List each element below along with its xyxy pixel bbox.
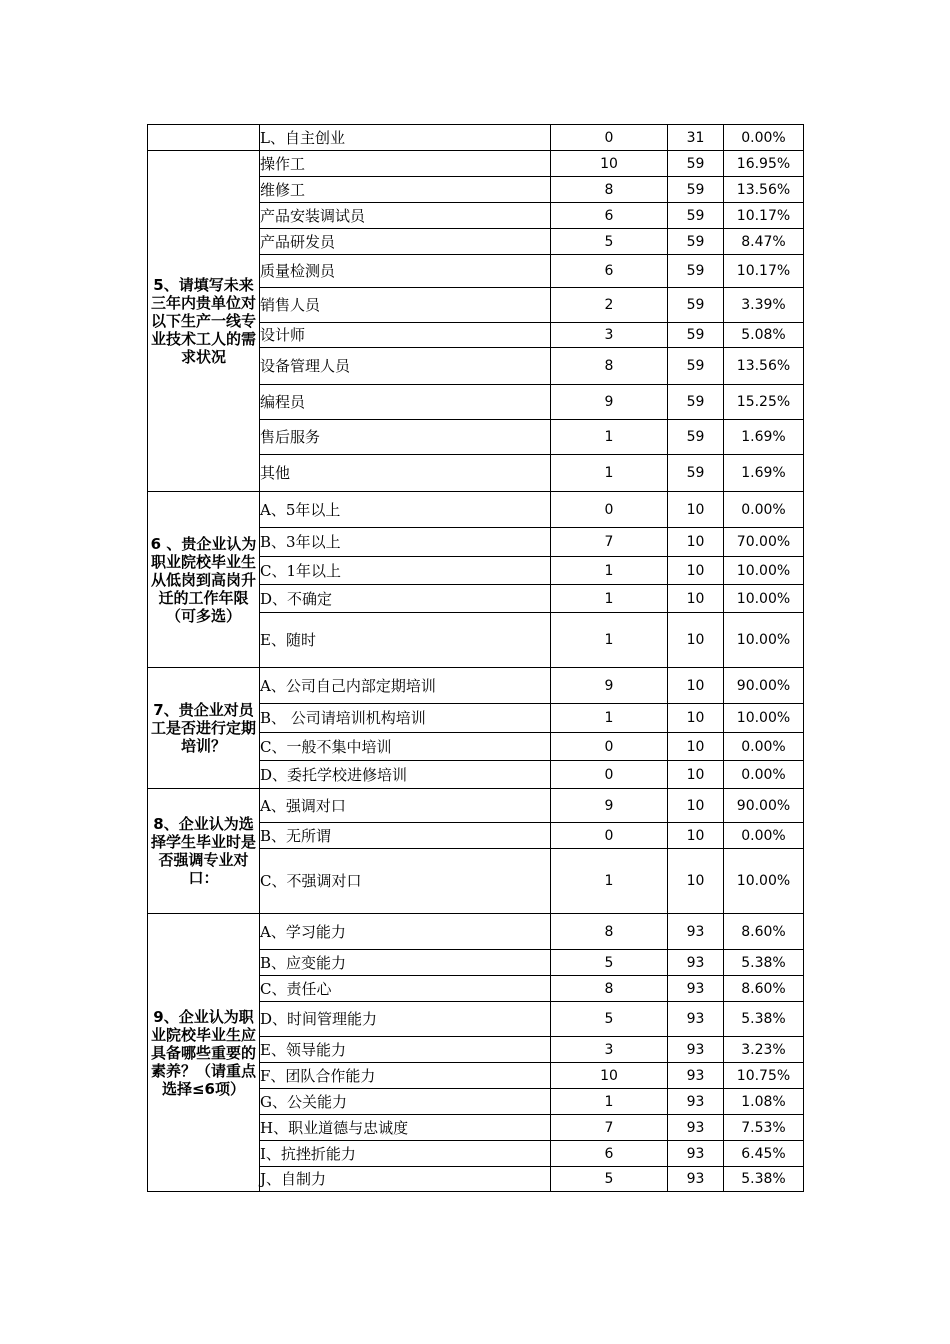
response-percentage: 10.00%	[724, 613, 804, 668]
option-label: 产品研发员	[260, 229, 551, 255]
response-count: 1	[551, 1089, 668, 1115]
response-count: 6	[551, 1141, 668, 1167]
question-cell: 6 、贵企业认为职业院校毕业生从低岗到高岗升迁的工作年限（可多选）	[148, 492, 260, 668]
response-total: 93	[668, 1002, 724, 1037]
response-percentage: 13.56%	[724, 177, 804, 203]
response-percentage: 1.08%	[724, 1089, 804, 1115]
response-total: 59	[668, 255, 724, 288]
response-total: 31	[668, 125, 724, 151]
response-percentage: 8.60%	[724, 976, 804, 1002]
response-count: 9	[551, 668, 668, 704]
table-row	[148, 668, 804, 704]
response-percentage: 10.75%	[724, 1063, 804, 1089]
response-percentage: 0.00%	[724, 733, 804, 761]
response-count: 8	[551, 914, 668, 950]
response-percentage: 6.45%	[724, 1141, 804, 1167]
option-label: E、随时	[260, 613, 551, 668]
response-total: 10	[668, 823, 724, 849]
response-percentage: 3.39%	[724, 288, 804, 323]
option-label: 质量检测员	[260, 255, 551, 288]
response-total: 59	[668, 151, 724, 177]
option-label: J、自制力	[260, 1167, 551, 1192]
response-percentage: 10.17%	[724, 255, 804, 288]
response-total: 10	[668, 528, 724, 557]
question-cell: 7、贵企业对员工是否进行定期培训？	[148, 668, 260, 789]
response-count: 0	[551, 761, 668, 789]
response-total: 93	[668, 950, 724, 976]
option-label: B、3年以上	[260, 528, 551, 557]
response-percentage: 7.53%	[724, 1115, 804, 1141]
response-total: 10	[668, 668, 724, 704]
response-total: 59	[668, 288, 724, 323]
response-total: 10	[668, 492, 724, 528]
option-label: A、公司自己内部定期培训	[260, 668, 551, 704]
option-label: C、责任心	[260, 976, 551, 1002]
response-count: 8	[551, 177, 668, 203]
response-count: 6	[551, 255, 668, 288]
response-count: 3	[551, 1037, 668, 1063]
option-label: B、 公司请培训机构培训	[260, 704, 551, 733]
response-percentage: 0.00%	[724, 492, 804, 528]
response-percentage: 1.69%	[724, 420, 804, 455]
option-label: 操作工	[260, 151, 551, 177]
question-cell: 8、企业认为选择学生毕业时是否强调专业对口：	[148, 789, 260, 914]
question-cell: 5、请填写未来三年内贵单位对以下生产一线专业技术工人的需求状况	[148, 151, 260, 492]
response-percentage: 10.17%	[724, 203, 804, 229]
response-total: 10	[668, 761, 724, 789]
response-count: 9	[551, 385, 668, 420]
response-count: 8	[551, 976, 668, 1002]
response-count: 1	[551, 613, 668, 668]
response-count: 0	[551, 733, 668, 761]
question-cell: 9、企业认为职业院校毕业生应具备哪些重要的素养？（请重点选择≤6项）	[148, 914, 260, 1192]
response-percentage: 1.69%	[724, 455, 804, 492]
response-count: 0	[551, 823, 668, 849]
response-total: 59	[668, 348, 724, 385]
response-count: 1	[551, 420, 668, 455]
response-total: 93	[668, 914, 724, 950]
option-label: 维修工	[260, 177, 551, 203]
response-total: 93	[668, 1037, 724, 1063]
survey-table-body	[148, 125, 804, 1192]
response-total: 93	[668, 1089, 724, 1115]
option-label: A、强调对口	[260, 789, 551, 823]
response-percentage: 70.00%	[724, 528, 804, 557]
response-total: 59	[668, 203, 724, 229]
option-label: D、委托学校进修培训	[260, 761, 551, 789]
option-label: E、领导能力	[260, 1037, 551, 1063]
response-percentage: 90.00%	[724, 789, 804, 823]
response-total: 93	[668, 1115, 724, 1141]
option-label: I、抗挫折能力	[260, 1141, 551, 1167]
table-row	[148, 492, 804, 528]
response-count: 5	[551, 1167, 668, 1192]
response-count: 3	[551, 323, 668, 348]
response-count: 5	[551, 950, 668, 976]
option-label: 销售人员	[260, 288, 551, 323]
response-percentage: 10.00%	[724, 704, 804, 733]
option-label: F、团队合作能力	[260, 1063, 551, 1089]
response-total: 59	[668, 420, 724, 455]
response-total: 10	[668, 613, 724, 668]
response-count: 10	[551, 151, 668, 177]
response-total: 59	[668, 177, 724, 203]
response-total: 59	[668, 455, 724, 492]
response-total: 10	[668, 704, 724, 733]
response-total: 93	[668, 1167, 724, 1192]
response-total: 59	[668, 323, 724, 348]
response-count: 9	[551, 789, 668, 823]
response-count: 1	[551, 849, 668, 914]
option-label: C、不强调对口	[260, 849, 551, 914]
response-percentage: 90.00%	[724, 668, 804, 704]
response-percentage: 8.47%	[724, 229, 804, 255]
response-percentage: 10.00%	[724, 557, 804, 585]
option-label: B、无所谓	[260, 823, 551, 849]
option-label: A、学习能力	[260, 914, 551, 950]
response-total: 10	[668, 789, 724, 823]
response-percentage: 10.00%	[724, 585, 804, 613]
option-label: D、时间管理能力	[260, 1002, 551, 1037]
response-percentage: 8.60%	[724, 914, 804, 950]
response-percentage: 5.38%	[724, 1002, 804, 1037]
response-total: 59	[668, 229, 724, 255]
response-count: 6	[551, 203, 668, 229]
response-percentage: 3.23%	[724, 1037, 804, 1063]
response-count: 7	[551, 1115, 668, 1141]
response-percentage: 15.25%	[724, 385, 804, 420]
option-label: B、应变能力	[260, 950, 551, 976]
response-count: 7	[551, 528, 668, 557]
response-percentage: 5.38%	[724, 1167, 804, 1192]
response-percentage: 13.56%	[724, 348, 804, 385]
response-percentage: 10.00%	[724, 849, 804, 914]
response-count: 0	[551, 125, 668, 151]
option-label: L、自主创业	[260, 125, 551, 151]
response-total: 10	[668, 733, 724, 761]
option-label: C、1年以上	[260, 557, 551, 585]
response-percentage: 0.00%	[724, 761, 804, 789]
option-label: 产品安装调试员	[260, 203, 551, 229]
response-count: 8	[551, 348, 668, 385]
response-total: 93	[668, 976, 724, 1002]
response-percentage: 0.00%	[724, 823, 804, 849]
option-label: 设备管理人员	[260, 348, 551, 385]
question-cell-continued	[148, 125, 260, 151]
option-label: H、职业道德与忠诚度	[260, 1115, 551, 1141]
response-percentage: 16.95%	[724, 151, 804, 177]
response-total: 93	[668, 1063, 724, 1089]
table-row	[148, 125, 804, 151]
response-count: 1	[551, 455, 668, 492]
response-count: 1	[551, 704, 668, 733]
response-total: 10	[668, 849, 724, 914]
response-total: 10	[668, 585, 724, 613]
response-count: 2	[551, 288, 668, 323]
response-total: 59	[668, 385, 724, 420]
response-percentage: 5.38%	[724, 950, 804, 976]
option-label: G、公关能力	[260, 1089, 551, 1115]
survey-results-table	[147, 124, 804, 1192]
table-row	[148, 151, 804, 177]
response-count: 10	[551, 1063, 668, 1089]
response-count: 5	[551, 229, 668, 255]
table-row	[148, 789, 804, 823]
option-label: 其他	[260, 455, 551, 492]
table-row	[148, 914, 804, 950]
response-count: 1	[551, 585, 668, 613]
response-percentage: 5.08%	[724, 323, 804, 348]
response-total: 93	[668, 1141, 724, 1167]
response-total: 10	[668, 557, 724, 585]
response-count: 0	[551, 492, 668, 528]
option-label: A、5年以上	[260, 492, 551, 528]
option-label: 设计师	[260, 323, 551, 348]
response-percentage: 0.00%	[724, 125, 804, 151]
option-label: 售后服务	[260, 420, 551, 455]
option-label: D、不确定	[260, 585, 551, 613]
option-label: C、一般不集中培训	[260, 733, 551, 761]
response-count: 5	[551, 1002, 668, 1037]
option-label: 编程员	[260, 385, 551, 420]
response-count: 1	[551, 557, 668, 585]
